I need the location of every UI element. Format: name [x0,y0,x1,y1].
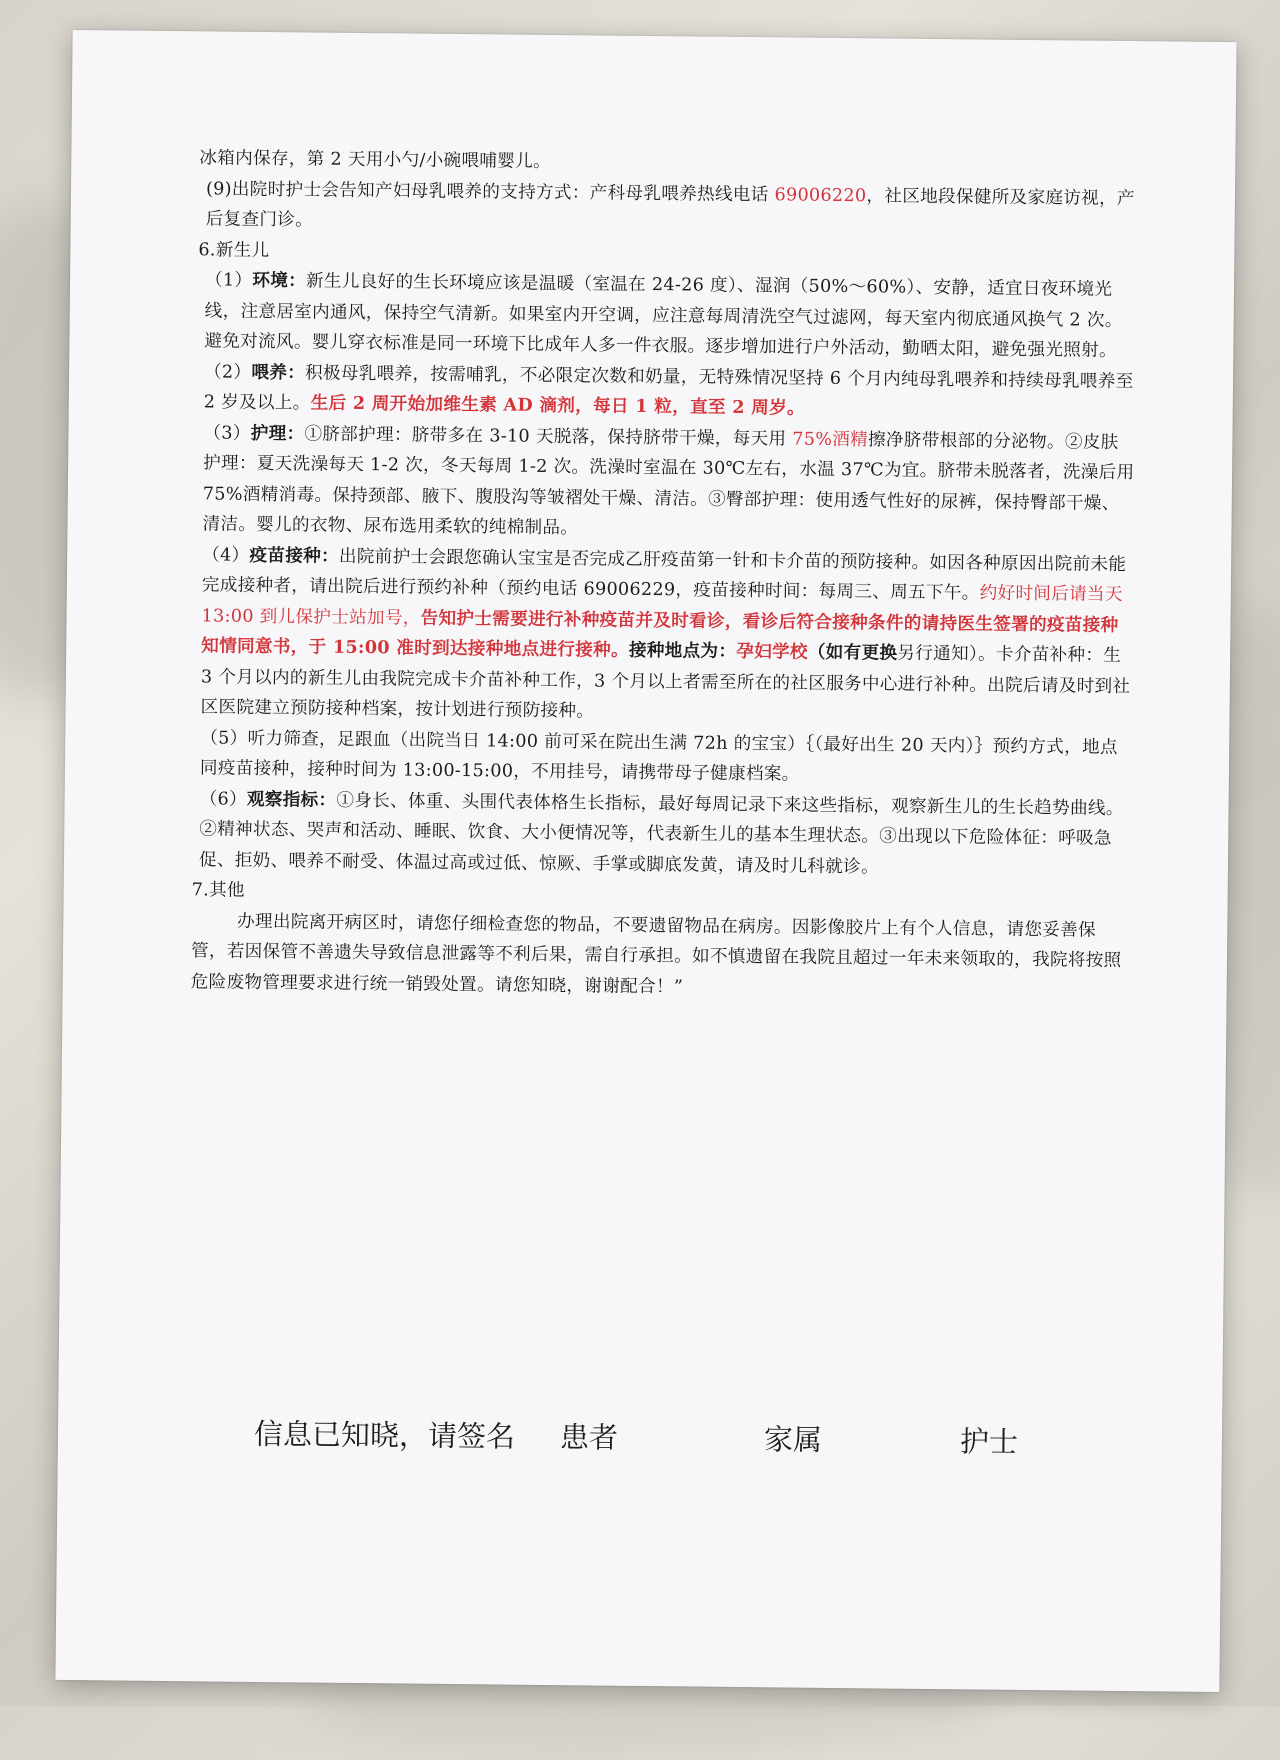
signature-row [254,1412,1154,1461]
item-vaccination: （4）疫苗接种：出院前护士会跟您确认宝宝是否完成乙肝疫苗第一针和卡介苗的预防接种。如因各种原因出院前未能完成接种者，请出院后进行预约补种（预约电话 69006229，疫苗接种时间：每周三、周五下午。约好时间后请当天 13:00 到儿保护士站加号，告知护士需要进行补种疫苗并及时看诊，看诊后符合接种条件的请持医生签署的疫苗接种知情同意书，于 15:00 准时到达接种地点进行接种。接种地点为：孕妇学校（如有更换另行通知）。卡介苗补种：生 3 个月以内的新生儿由我院完成卡介苗补种工作，3 个月以上者需至所在的社区服务中心进行补种。出院后请及时到社区医院建立预防接种档案，按计划进行预防接种。 [200,544,1131,722]
nurse-signature-label[interactable]: 护士 [959,1424,1019,1459]
line-fridge: 冰箱内保存，第 2 天用小勺/小碗喂哺婴儿。 [199,148,552,172]
item-observation: （6）观察指标：①身长、体重、头围代表体格生长指标，最好每周记录下来这些指标，观察新生儿的生长趋势曲线。②精神状态、哭声和活动、睡眠、饮食、大小便情况等，代表新生儿的基本生理状态。③出现以下危险体征：呼吸急促、拒奶、喂养不耐受、体温过高或过低、惊厥、手掌或脚底发黄，请及时儿科就诊。 [198,788,1124,877]
section-6-heading: 6.新生儿 [198,239,270,261]
item-care: （3）护理：①脐部护理：脐带多在 3-10 天脱落，保持脐带干燥，每天用 75%酒精擦净脐带根部的分泌物。②皮肤护理：夏天洗澡每天 1-2 次，冬天每周 1-2 次。洗澡时室温在 30℃左右，水温 37℃为宜。脐带未脱落者，洗澡后用 75%酒精消毒。保持颈部、腋下、腹股沟等皱褶处干燥、清洁。③臀部护理：使用透气性好的尿裤，保持臀部干燥、清洁。婴儿的衣物、尿布选用柔软的纯棉制品。 [202,422,1135,539]
item-hearing-screening: （5）听力筛查，足跟血（出院当日 14:00 前可采在院出生满 72h 的宝宝）｛（最好出生 20 天内）｝预约方式，地点同疫苗接种，接种时间为 13:00-15:00，不用挂号，请携带母子健康档案。 [199,727,1118,785]
document-body [191,143,1140,1007]
patient-signature-label[interactable]: 患者 [559,1420,619,1455]
family-signature-label[interactable]: 家属 [763,1422,823,1457]
section-7-heading: 7.其他 [191,880,245,901]
vitamin-notice: 生后 2 周开始加维生素 AD 滴剂，每日 1 粒，直至 2 周岁。 [310,392,806,419]
other-paragraph: 办理出院离开病区时，请您仔细检查您的物品，不要遗留物品在病房。因影像胶片上有个人信息，请您妥善保管，若因保管不善遗失导致信息泄露等不利后果，需自行承担。如不慎遗留在我院且超过一年未来领取的，我院将按照危险废物管理要求进行统一销毁处置。请您知晓，谢谢配合！” [190,911,1122,997]
item-environment: （1）环境：新生儿良好的生长环境应该是温暖（室温在 24-26 度）、湿润（50%～60%）、安静，适宜日夜环境光线，注意居室内通风，保持空气清新。如果室内开空调，应注意每周清洗空气过滤网，每天室内彻底通风换气 2 次。避免对流风。婴儿穿衣标准是同一环境下比成年人多一件衣服。逐步增加进行户外活动，勤晒太阳，避免强光照射。 [204,269,1123,361]
item-feeding: （2）喂养：积极母乳喂养，按需哺乳，不必限定次数和奶量，无特殊情况坚持 6 个月内纯母乳喂养和持续母乳喂养至 2 岁及以上。生后 2 周开始加维生素 AD 滴剂，每日 1 粒，直至 2 周岁。 [203,361,1134,419]
hotline-phone: 69006220 [774,184,867,206]
signature-prompt: 信息已知晓，请签名 [253,1416,516,1454]
document-paper [55,30,1236,1692]
item-9: (9)出院时护士会告知产妇母乳喂养的支持方式：产科母乳喂养热线电话 69006220，社区地段保健所及家庭访视，产后复查门诊。 [205,178,1135,231]
